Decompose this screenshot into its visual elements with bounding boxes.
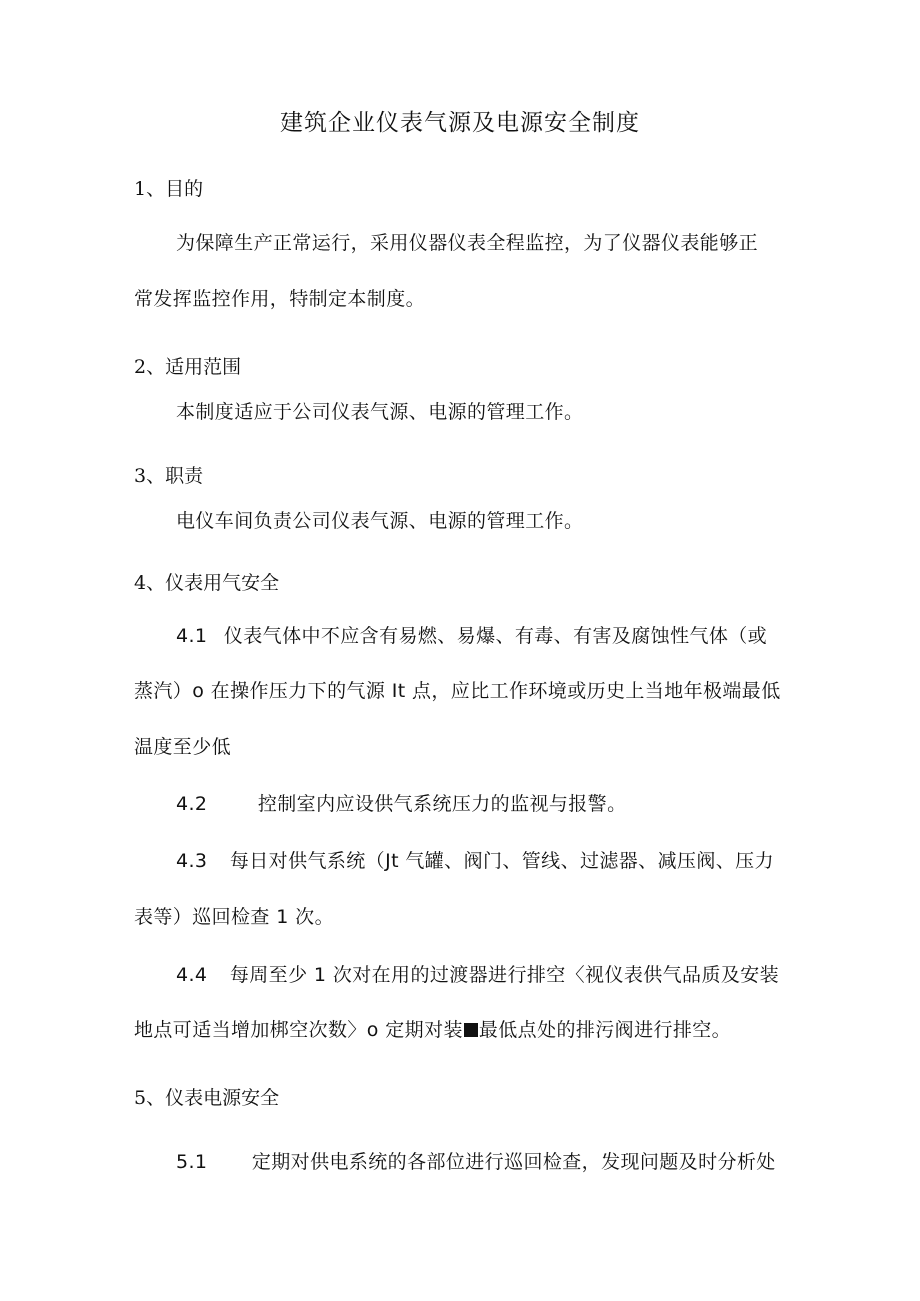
clause-4-2: [176, 789, 626, 816]
clause-4-1: [176, 621, 767, 648]
clause-number: 5.1: [176, 1151, 208, 1173]
clause-text: 定期对供电系统的各部位进行巡回检查，发现问题及时分析处: [251, 1151, 776, 1173]
section-heading-instrument-power-safety: 5、仪表电源安全: [134, 1087, 280, 1109]
clause-4-4: [176, 960, 779, 987]
clause-number: 4.2: [176, 793, 208, 815]
paragraph-line: [134, 1015, 731, 1042]
paragraph-line: 温度至少低: [134, 736, 232, 758]
text-segment: 地点可适当增加梆空次数〉o 定期对装: [134, 1019, 463, 1041]
paragraph-line: 蒸汽）o 在操作压力下的气源 It 点，应比工作环境或历史上当地年极端最低: [134, 680, 781, 702]
document-title: 建筑企业仪表气源及电源安全制度: [280, 110, 640, 136]
paragraph-line: 电仪车间负责公司仪表气源、电源的管理工作。: [176, 510, 584, 532]
paragraph-line: 表等）巡回检查 1 次。: [134, 906, 334, 928]
text-segment: 最低点处的排污阀进行排空。: [478, 1019, 732, 1041]
paragraph-line: 本制度适应于公司仪表气源、电源的管理工作。: [176, 401, 584, 423]
paragraph-line: 常发挥监控作用，特制定本制度。: [134, 288, 426, 310]
clause-text: 每周至少 1 次对在用的过渡器进行排空〈视仪表供气品质及安装: [229, 964, 780, 986]
section-heading-instrument-gas-safety: 4、仪表用气安全: [134, 572, 280, 594]
section-heading-purpose: 1、目的: [134, 178, 204, 200]
clause-5-1: [176, 1147, 776, 1174]
black-square-glyph: [464, 1023, 478, 1037]
clause-4-3: [176, 846, 774, 873]
clause-number: 4.4: [176, 964, 208, 986]
section-heading-scope: 2、适用范围: [134, 356, 242, 378]
clause-text: 每日对供气系统（Jt 气罐、阀门、管线、过滤器、减压阀、压力: [229, 850, 774, 872]
section-heading-responsibility: 3、职责: [134, 465, 204, 487]
clause-number: 4.3: [176, 850, 208, 872]
paragraph-line: 为保障生产正常运行，采用仪器仪表全程监控，为了仪器仪表能够正: [176, 232, 759, 254]
clause-text: 控制室内应设供气系统压力的监视与报警。: [257, 793, 627, 815]
clause-number: 4.1: [176, 625, 208, 647]
clause-text: 仪表气体中不应含有易燃、易爆、有毒、有害及腐蚀性气体（或: [223, 625, 768, 647]
